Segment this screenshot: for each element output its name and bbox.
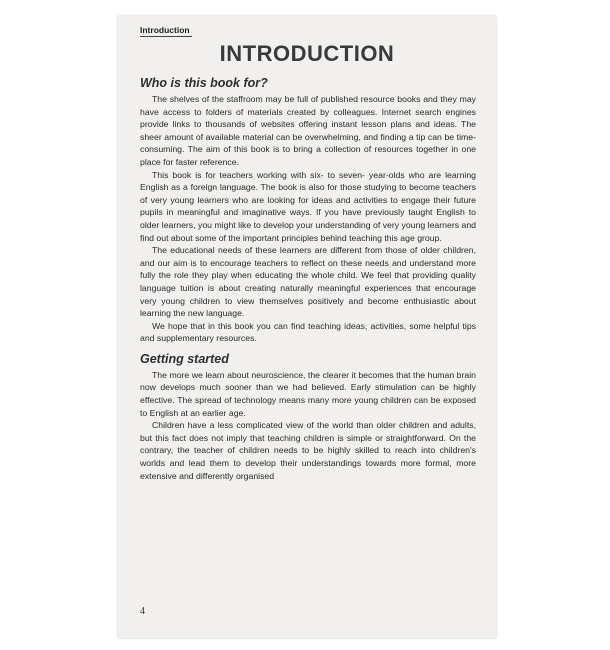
running-head: Introduction: [140, 25, 192, 37]
page-number: 4: [140, 606, 145, 617]
paragraph: The educational needs of these learners are different from those of older children, and our aim is to encourage teachers to reflect on these needs and understand more fully the role they play when educating the whole child. We feel that providing quality language tuition is about creating naturally meaningful experiences that encourage very young children to view themselves positively and become enthusiastic about learning the new language.: [140, 245, 476, 319]
paragraph: We hope that in this book you can find teaching ideas, activities, some helpful tips and supplementary resources.: [140, 320, 476, 344]
section-heading: Getting started: [140, 351, 229, 366]
page-body: [140, 76, 476, 482]
paragraph: This book is for teachers working with six- to seven- year-olds who are learning English as a foreign language. The book is also for those studying to become teachers of very young learners who are looking for ideas and activities to engage their future pupils in meaningful and imaginative ways. If you have previously taught English to older learners, you might like to develop your understanding of very young learners and find out about some of the important principles behind teaching this age group.: [140, 169, 476, 243]
paragraph: The more we learn about neuroscience, the clearer it becomes that the human brain now develops much sooner than we had believed. Early stimulation can be highly effective. The spread of technology means many more young children can be exposed to English at an earlier age.: [140, 369, 476, 418]
section-who-is-this-book-for: [140, 76, 476, 345]
paragraph: Children have a less complicated view of the world than older children and adults, but this fact does not imply that teaching children is simple or straightforward. On the contrary, the teacher of children needs to be highly skilled to reach into children's worlds and lead them to develop their understandings towards more formal, more extensive and differently organised: [140, 420, 476, 481]
page-title: INTRODUCTION: [219, 41, 395, 66]
section-getting-started: [140, 352, 476, 482]
paragraph: The shelves of the staffroom may be full of published resource books and they may have access to folders of materials created by colleagues. Internet search engines provide links to thousands of websites offering instant lesson plans and ideas. The sheer amount of available material can be overwhelming, and finding a tip can be time-consuming. The aim of this book is to bring a collection of resources together in one place for faster reference.: [140, 94, 476, 167]
section-heading: Who is this book for?: [140, 76, 268, 90]
book-page: [118, 16, 496, 638]
